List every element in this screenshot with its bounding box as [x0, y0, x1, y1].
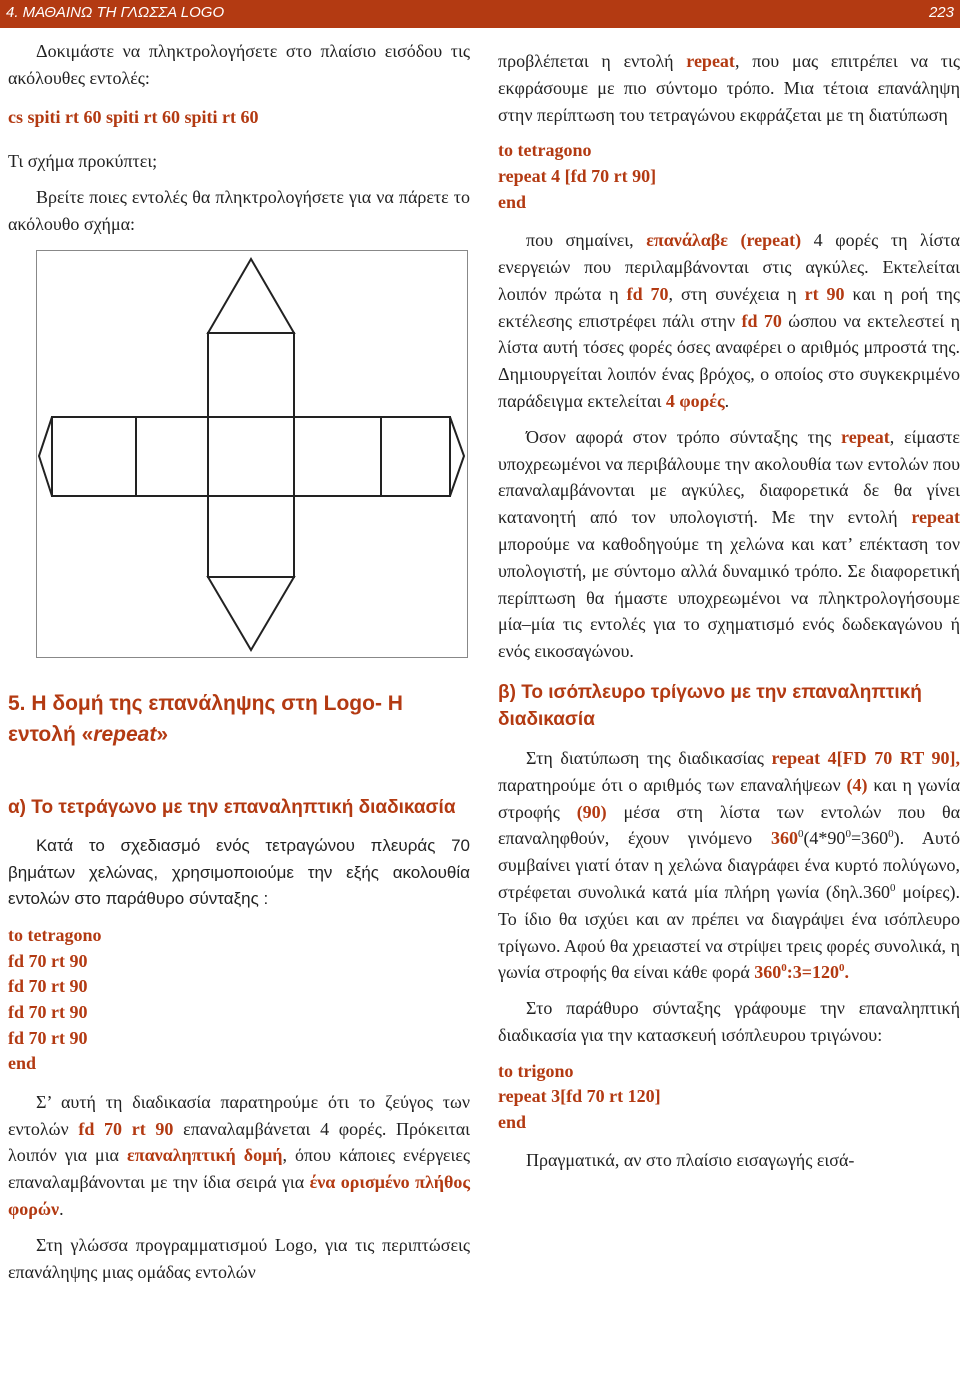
code-line: end — [498, 1111, 527, 1132]
running-header — [0, 0, 960, 28]
code-line: fd 70 rt 90 — [8, 950, 88, 971]
code-line: fd 70 rt 90 — [8, 1027, 88, 1048]
command-line: cs spiti rt 60 spiti rt 60 spiti rt 60 — [8, 106, 259, 127]
paragraph: Δοκιμάστε να πληκτρολογήσετε στο πλαίσιο εισόδου τις ακόλουθες εντολές: — [8, 41, 470, 88]
paragraph: Βρείτε ποιες εντολές θα πληκτρολογήσετε για να πάρετε το ακόλουθο σχήμα: — [8, 187, 470, 234]
subsection-heading: α) Το τετράγωνο με την επαναληπτική διαδικασία — [8, 796, 456, 818]
chapter-title: 4. ΜΑΘΑΙΝΩ ΤΗ ΓΛΩΣΣΑ LOGO — [6, 4, 225, 21]
right-column — [498, 38, 960, 1183]
paragraph: Τι σχήμα προκύπτει; — [8, 151, 158, 172]
code-block — [498, 138, 960, 215]
paragraph: Όσον αφορά στον τρόπο σύνταξης της repeat, είμαστε υποχρεωμένοι να περιβάλουμε την ακολουθία των εντολών που επαναλαμβάνονται με αγκύλες, διαφορετικά δε θα γίνει κατανοητή από τον υπολογιστή. Με την εντολή repeat μπορούμε να καθοδηγούμε τη χελώνα και κατ’ επέκταση τον υπολογιστή, με σύντομο αλλά δυναμικό τρόπο. Σε διαφορετική περίπτωση θα ήμαστε υποχρεωμένοι να πληκτρολογήσουμε μία–μία τις εντολές για το σχηματισμό ενός δωδεκαγώνου ή ενός εικοσαγώνου. — [498, 426, 960, 662]
paragraph: Σ’ αυτή τη διαδικασία παρατηρούμε ότι το ζεύγος των εντολών fd 70 rt 90 επαναλαμβάνεται 4 φορές. Πρόκειται λοιπόν για μια επαναληπτική δομή, όπου κάποιες ενέργειες επαναλαμβάνονται με την ίδια σειρά για ένα ορισμένο πλήθος φορών. — [8, 1091, 471, 1219]
code-line: repeat 3[fd 70 rt 120] — [498, 1086, 661, 1107]
section-heading: 5. Η δομή της επανάληψης στη Logo- Η εντολή «repeat» — [8, 691, 403, 746]
code-line: to trigono — [498, 1060, 574, 1081]
code-line: end — [8, 1053, 37, 1074]
paragraph: Πραγματικά, αν στο πλαίσιο εισαγωγής εισά- — [526, 1150, 855, 1171]
code-block — [8, 923, 470, 1077]
cross-net-drawing — [37, 251, 467, 657]
left-triangle — [39, 417, 52, 496]
page-number: 223 — [928, 4, 954, 21]
code-line: fd 70 rt 90 — [8, 1001, 88, 1022]
paragraph: Κατά το σχεδιασμό ενός τετραγώνου πλευράς 70 βημάτων χελώνας, χρησιμοποιούμε την εξής ακολουθία εντολών στο παράθυρο σύνταξης : — [8, 835, 470, 909]
paragraph: προβλέπεται η εντολή repeat, που μας επιτρέπει να τις εκφράσουμε με πιο σύντομο τρόπο. Μια τέτοια επανάληψη στην περίπτωση του τετραγώνου εκφράζεται με τη διατύπωση — [498, 51, 960, 125]
horizontal-bar — [52, 417, 450, 496]
bottom-triangle — [208, 577, 294, 650]
code-line: to tetragono — [498, 140, 592, 161]
paragraph: που σημαίνει, επανάλαβε (repeat) 4 φορές τη λίστα ενεργειών που περιλαμβάνονται στις αγκύλες. Εκτελείται λοιπόν πρώτα η fd 70, στη συνέχεια η rt 90 και η ροή της εκτέλεσης επιστρέφει πάλι στην fd 70 ώσπου να εκτελεστεί η λίστα αυτή τόσες φορές όσες αναφέρει ο αριθμός μπροστά της. Δημιουργείται λοιπόν ένας βρόχος, ο οποίος στο συγκεκριμένο παράδειγμα εκτελείται 4 φορές. — [498, 230, 960, 411]
subsection-heading: β) Το ισόπλευρο τρίγωνο με την επαναληπτική διαδικασία — [498, 681, 922, 730]
paragraph: Στη γλώσσα προγραμματισμού Logo, για τις περιπτώσεις επανάληψης μιας ομάδας εντολών — [8, 1234, 470, 1282]
cross-net-figure — [36, 250, 468, 658]
code-line: repeat 4 [fd 70 rt 90] — [498, 165, 657, 186]
top-triangle — [208, 259, 294, 333]
code-block — [498, 1059, 960, 1136]
code-line: to tetragono — [8, 925, 102, 946]
code-line: fd 70 rt 90 — [8, 976, 88, 997]
left-column — [8, 38, 470, 1294]
code-line: end — [498, 191, 527, 212]
right-triangle — [450, 417, 464, 496]
paragraph: Στο παράθυρο σύνταξης γράφουμε την επαναληπτική διαδικασία για την κατασκευή ισόπλευρου τριγώνου: — [498, 998, 960, 1045]
vertical-bar — [208, 333, 294, 577]
paragraph: Στη διατύπωση της διαδικασίας repeat 4[FD 70 RT 90], παρατηρούμε ότι ο αριθμός των επαναλήψεων (4) και η γωνία στροφής (90) μέσα στη λίστα των εντολών που θα επαναληφθούν, έχουν γινόμενο $360^0(4*90^0=360^0)$. Αυτό συμβαίνει γιατί όταν η χελώνα διαγράφει ένα κυρτό πολύγωνο, στρέφεται συνολικά κατά μία πλήρη γωνία (δηλ.360$^0$ μοίρες). Το ίδιο θα ισχύει και αν πρέπει να διαγράψει ένα ισόπλευρο τρίγωνο. Αφού θα χρειαστεί να στρίψει τρεις φορές συνολικά, η γωνία στροφής θα είναι κάθε φορά $360^0:3=120^0$. — [498, 747, 960, 983]
